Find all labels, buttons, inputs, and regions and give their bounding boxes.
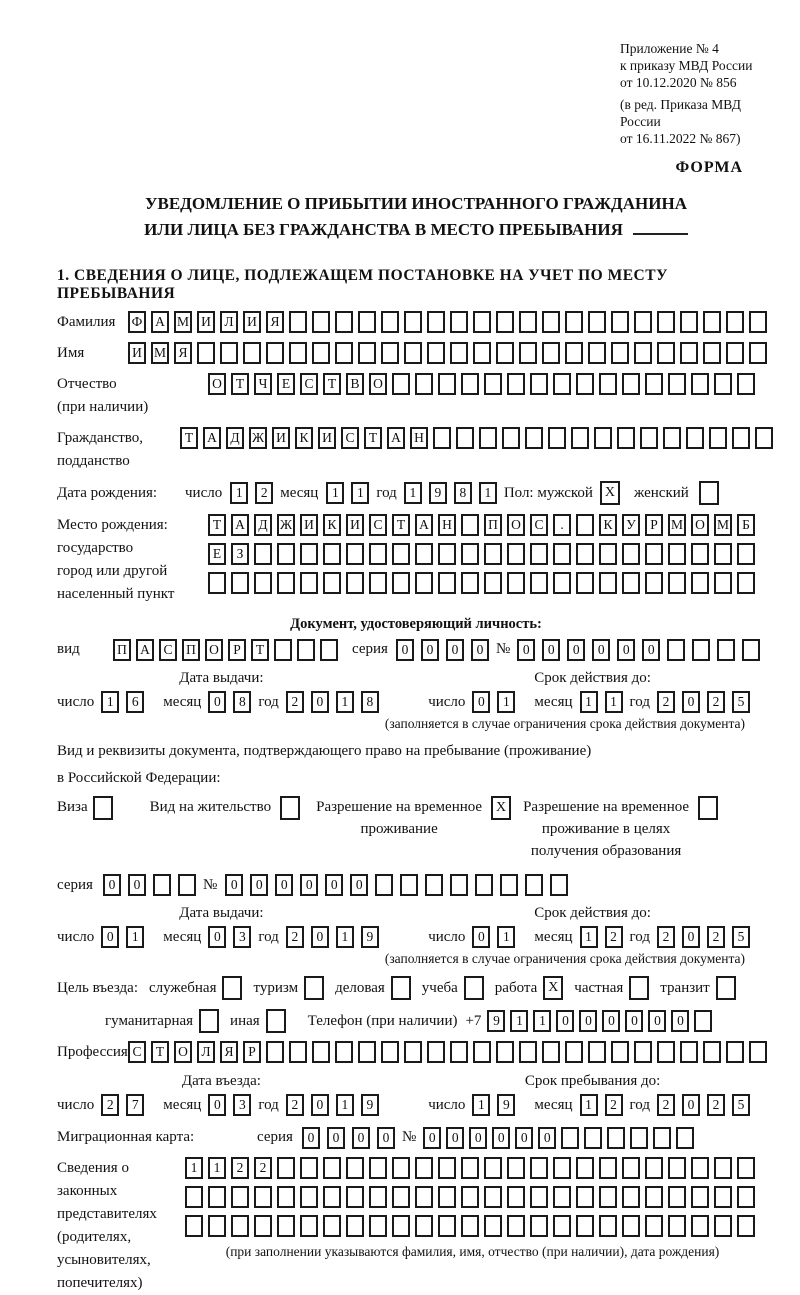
sex-male-checkbox[interactable]: X [600,481,620,505]
birthdate-sex-row [57,481,775,505]
staydoc-intro-line: в Российской Федерации: [57,770,221,786]
guardians-block [57,1157,775,1295]
month-label: месяц [534,1096,573,1113]
staydoc-series-label: серия [57,876,93,893]
expiry-date-heading: Срок действия до: [534,905,651,921]
birthplace-label-line: государство [57,540,134,556]
birth-month-field[interactable]: 1 1 [326,482,376,504]
day-label: число [57,1096,95,1113]
purpose-work-label: работа [494,979,538,996]
doc-kind-label: вид [57,641,80,657]
temp-residence-checkbox[interactable]: X [491,796,511,820]
purpose-private-checkbox[interactable] [629,976,649,1000]
year-label: год [258,693,279,710]
migration-card-row [57,1126,775,1149]
staydoc-intro [57,738,775,792]
staydoc-expiry-day[interactable]: 0 1 [472,926,522,948]
birthplace-label-line: Место рождения: [57,517,168,533]
guardians-row3-field[interactable] [185,1215,760,1237]
guardians-label-line: усыновителях, [57,1252,151,1268]
day-label: число [185,484,223,501]
iddoc-issue-month[interactable]: 0 8 [208,691,258,713]
guardians-row1-field[interactable]: 1 1 2 2 [185,1157,760,1179]
purpose-official-checkbox[interactable] [222,976,242,1000]
staydoc-issue-year[interactable]: 2 0 1 9 [286,926,386,948]
birthplace-label-line: населенный пункт [57,586,175,602]
citizenship-label [57,427,180,473]
staydoc-intro-line: Вид и реквизиты документа, подтверждающего право на пребывание (проживание) [57,743,592,759]
purpose-tourism-label: туризм [253,979,299,996]
purpose-humanitarian-label: гуманитарная [105,1012,194,1029]
iddoc-expiry-day[interactable]: 0 1 [472,691,522,713]
staydoc-issue-col [57,904,386,948]
staydoc-issue-day[interactable]: 0 1 [101,926,151,948]
purpose-transit-label: транзит [660,979,710,996]
year-label: год [629,928,650,945]
purpose-business-checkbox[interactable] [391,976,411,1000]
sex-female-label: женский [633,484,689,501]
phone-country-code: +7 [465,1012,482,1029]
month-label: месяц [163,928,202,945]
entry-date-col [57,1072,386,1116]
stay-year-field[interactable]: 2 0 2 5 [657,1094,757,1116]
temp-residence-label-line: Разрешение на временное [316,799,483,815]
lastname-field[interactable]: Ф А М И Л И Я [128,311,772,333]
staydoc-series-row [57,874,775,896]
reference-amendment-line: (в ред. Приказа МВД России [620,97,741,129]
staydoc-number-field[interactable]: 0 0 0 0 0 0 [225,874,575,896]
doc-number-field[interactable]: 0 0 0 0 0 0 [517,639,767,661]
identity-doc-heading: Документ, удостоверяющий личность: [290,616,542,632]
entry-year-field[interactable]: 2 0 1 9 [286,1094,386,1116]
guardians-label-line: (родителях, [57,1229,132,1245]
forma-label: ФОРМА [675,159,743,176]
citizenship-label-line: Гражданство, [57,430,144,446]
iddoc-issue-year[interactable]: 2 0 1 8 [286,691,386,713]
iddoc-dates-row [57,669,775,713]
firstname-row [57,342,775,365]
issue-date-heading: Дата выдачи: [179,670,264,686]
doc-number-label: № [495,641,511,657]
birth-year-field[interactable]: 1 9 8 1 [404,482,504,504]
staydoc-expiry-note: (заполняется в случае ограничения срока действия документа) [384,951,745,966]
visa-option [57,796,113,820]
day-label: число [57,928,95,945]
doc-series-label: серия [352,641,388,657]
legal-reference-block [620,40,775,147]
year-label: год [376,484,397,501]
stay-day-field[interactable]: 1 9 [472,1094,522,1116]
entry-dates-row [57,1072,775,1116]
profession-row [57,1041,775,1064]
purpose-transit-checkbox[interactable] [716,976,736,1000]
form-title [57,191,775,243]
migration-card-label: Миграционная карта: [57,1129,195,1145]
guardians-label-line: представителях [57,1206,157,1222]
lastname-label: Фамилия [57,314,116,330]
middlename-label-line: Отчество [57,376,117,392]
temp-residence-label [316,796,482,840]
phone-label: Телефон (при наличии) [307,1012,458,1029]
entry-month-field[interactable]: 0 3 [208,1094,258,1116]
middlename-label-line: (при наличии) [57,399,149,415]
month-label: месяц [534,693,573,710]
birthplace-label-line: город или другой [57,563,168,579]
profession-field[interactable]: С Т О Л Я Р [128,1041,772,1063]
iddoc-issue-day[interactable]: 1 6 [101,691,151,713]
form-title-line1: УВЕДОМЛЕНИЕ О ПРИБЫТИИ ИНОСТРАННОГО ГРАЖДАНИНА [145,194,687,213]
birthplace-block [57,514,775,606]
guardians-label-line: попечителях) [57,1275,143,1291]
temp-residence-label-line: проживание [360,821,438,837]
purpose-official-label: служебная [148,979,217,996]
iddoc-expiry-year[interactable]: 2 0 2 5 [657,691,757,713]
identity-doc-row [57,638,775,661]
residence-permit-label: Вид на жительство [149,799,272,815]
day-label: число [428,928,466,945]
staydoc-expiry-col [428,904,757,948]
birthplace-label [57,514,208,606]
guardians-label [57,1157,185,1295]
middlename-label [57,373,208,419]
visit-purpose-row1 [57,976,775,1000]
month-label: месяц [534,928,573,945]
migration-number-label: № [401,1129,417,1145]
stay-doc-type-row [57,796,775,862]
purpose-study-checkbox[interactable] [464,976,484,1000]
month-label: месяц [163,1096,202,1113]
lastname-row [57,311,775,334]
iddoc-expiry-col [428,669,757,713]
staydoc-series-field[interactable]: 0 0 [103,874,203,896]
year-label: год [258,1096,279,1113]
month-label: месяц [280,484,319,501]
purpose-study-label: учеба [421,979,458,996]
sex-male-label: Пол: мужской [503,484,593,501]
guardians-row2-field[interactable] [185,1186,760,1208]
iddoc-expiry-note: (заполняется в случае ограничения срока действия документа) [384,716,745,731]
month-label: месяц [163,693,202,710]
reference-line: от 10.12.2020 № 856 [620,75,737,90]
firstname-field[interactable]: И М Я [128,342,772,364]
doc-kind-field[interactable]: П А С П О Р Т [113,639,343,661]
migration-series-field[interactable]: 0 0 0 0 [302,1127,402,1149]
birthplace-row2-field[interactable]: Е З [208,543,760,565]
year-label: год [258,928,279,945]
year-label: год [629,693,650,710]
temp-residence-edu-option [523,796,718,862]
birth-day-field[interactable]: 1 2 [230,482,280,504]
temp-residence-edu-label-line: проживание в целях [541,821,671,837]
citizenship-row [57,427,775,473]
staydoc-number-label: № [202,876,218,893]
staydoc-dates-row [57,904,775,948]
birthplace-row3-field[interactable] [208,572,760,594]
staydoc-expiry-year[interactable]: 2 0 2 5 [657,926,757,948]
doc-series-field[interactable]: 0 0 0 0 [396,639,496,661]
migration-number-field[interactable]: 0 0 0 0 0 0 [423,1127,699,1149]
purpose-other-label: иная [230,1012,260,1029]
citizenship-label-line: подданство [57,453,130,469]
iddoc-issue-col [57,669,386,713]
purpose-other-checkbox[interactable] [266,1009,286,1033]
year-label: год [629,1096,650,1113]
migration-series-label: серия [257,1129,293,1145]
issue-date-heading: Дата выдачи: [179,905,264,921]
temp-residence-edu-label-line: Разрешение на временное [523,799,690,815]
reference-amendment-line: от 16.11.2022 № 867) [620,131,741,146]
sex-female-checkbox[interactable] [699,481,719,505]
reference-line: Приложение № 4 [620,41,719,56]
temp-residence-edu-label [523,796,689,862]
staydoc-expiry-month[interactable]: 1 2 [580,926,630,948]
temp-residence-edu-label-line: получения образования [530,843,682,859]
purpose-business-label: деловая [335,979,385,996]
visit-purpose-row2 [105,1009,775,1033]
profession-label: Профессия [57,1044,128,1060]
residence-permit-option [150,796,300,820]
staydoc-issue-month[interactable]: 0 3 [208,926,258,948]
visa-checkbox[interactable] [93,796,113,820]
iddoc-expiry-month[interactable]: 1 1 [580,691,630,713]
firstname-label: Имя [57,345,85,361]
visa-label: Виза [57,799,88,815]
birthplace-row1-field[interactable]: Т А Д Ж И К И С Т А Н П О С . К У Р М О М Б [208,514,760,536]
purpose-humanitarian-checkbox[interactable] [199,1009,219,1033]
stay-month-field[interactable]: 1 2 [580,1094,630,1116]
guardians-fields [185,1157,760,1260]
birthdate-label: Дата рождения: [57,484,158,501]
birthplace-fields [208,514,760,601]
guardians-note: (при заполнении указываются фамилия, имя, отчество (при наличии), дата рождения) [225,1244,720,1259]
day-label: число [428,1096,466,1113]
entry-day-field[interactable]: 2 7 [101,1094,151,1116]
entry-date-heading: Дата въезда: [181,1073,261,1089]
section1-heading: 1. СВЕДЕНИЯ О ЛИЦЕ, ПОДЛЕЖАЩЕМ ПОСТАНОВКЕ НА УЧЕТ ПО МЕСТУ ПРЕБЫВАНИЯ [57,267,668,302]
temp-residence-option [316,796,511,840]
purpose-private-label: частная [574,979,624,996]
form-title-line2: ИЛИ ЛИЦА БЕЗ ГРАЖДАНСТВА В МЕСТО ПРЕБЫВАНИЯ [144,220,623,239]
purpose-work-checkbox[interactable]: X [543,976,563,1000]
day-label: число [57,693,95,710]
guardians-label-line: Сведения о [57,1160,129,1176]
purpose-prefix-label: Цель въезда: [57,979,138,996]
reference-line: к приказу МВД России [620,58,753,73]
purpose-tourism-checkbox[interactable] [304,976,324,1000]
stay-until-heading: Срок пребывания до: [524,1073,661,1089]
phone-field[interactable]: 9 1 1 0 0 0 0 0 0 [487,1010,717,1032]
temp-residence-edu-checkbox[interactable] [698,796,718,820]
residence-permit-checkbox[interactable] [280,796,300,820]
middlename-field[interactable]: О Т Ч Е С Т В О [208,373,760,395]
title-blank-line [633,219,688,235]
citizenship-field[interactable]: Т А Д Ж И К И С Т А Н [180,427,778,449]
middlename-row [57,373,775,419]
day-label: число [428,693,466,710]
expiry-date-heading: Срок действия до: [534,670,651,686]
guardians-label-line: законных [57,1183,118,1199]
stay-until-col [428,1072,757,1116]
